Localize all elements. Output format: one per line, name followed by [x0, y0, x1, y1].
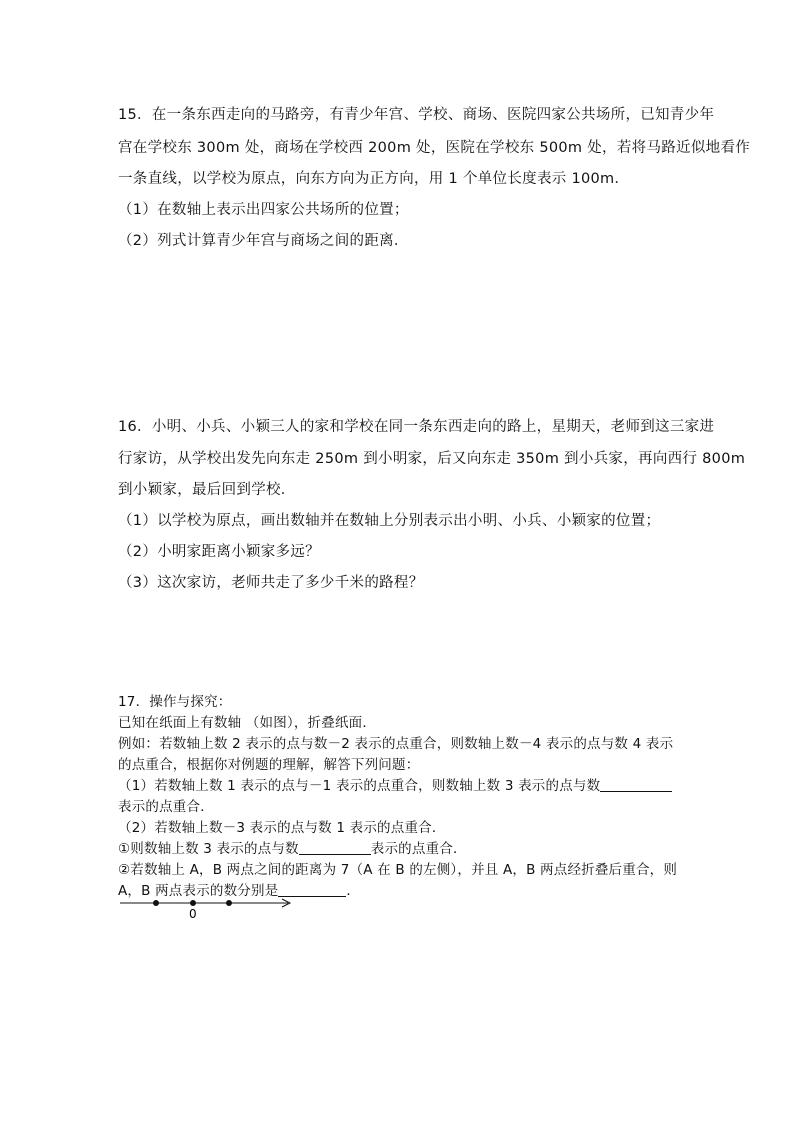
q16-sub-3: （3）这次家访，老师共走了多少千米的路程？ [118, 575, 424, 591]
q17-part-1-text: （1）若数轴上数 1 表示的点与－1 表示的点重合，则数轴上数 3 表示的点与数 [118, 778, 601, 794]
q17-part-2-2: ②若数轴上 A，B 两点之间的距离为 7（A 在 B 的左侧），并且 A，B 两点经折叠后重合，则 [118, 862, 678, 878]
q15-line-3: 一条直线，以学校为原点，向东方向为正方向，用 1 个单位长度表示 100m． [118, 171, 630, 187]
q15-line-2: 宫在学校东 300m 处，商场在学校西 200m 处，医院在学校东 500m 处，若将马路近似地看作 [118, 140, 751, 156]
q16-line-3: 到小颖家，最后回到学校． [118, 482, 296, 498]
q17-part-2-1-text-end: 表示的点重合． [370, 841, 467, 857]
q16-line-1: 16．小明、小兵、小颖三人的家和学校在同一条东西走向的路上，星期天，老师到这三家进 [118, 419, 715, 435]
q17-part-1 [118, 774, 672, 794]
number-line-zero-label: 0 [189, 907, 197, 921]
number-line-point [153, 900, 159, 906]
q16-sub-2: （2）小明家距离小颖家多远？ [118, 544, 320, 560]
q17-part-2-1 [118, 837, 467, 857]
q17-title: 17．操作与探究： [118, 694, 232, 710]
q16-sub-1: （1）以学校为原点，画出数轴并在数轴上分别表示出小明、小兵、小颖家的位置； [118, 513, 661, 529]
answer-blank[interactable] [600, 779, 672, 792]
q17-example-line-1: 例如：若数轴上数 2 表示的点与数－2 表示的点重合，则数轴上数－4 表示的点与数 4 表示 [118, 736, 674, 752]
q17-intro: 已知在纸面上有数轴 （如图），折叠纸面． [118, 715, 377, 731]
number-line-point [190, 900, 196, 906]
q17-example-line-2: 的点重合，根据你对例题的理解，解答下列问题： [118, 757, 420, 773]
q17-part-2-1-text: ①则数轴上数 3 表示的点与数 [118, 841, 299, 857]
number-line [118, 895, 298, 925]
q17-part-2: （2）若数轴上数－3 表示的点与数 1 表示的点重合． [118, 820, 446, 836]
q15-sub-2: （2）列式计算青少年宫与商场之间的距离． [118, 233, 409, 249]
number-line-point [226, 900, 232, 906]
q17-part-2-2-text: A，B 两点表示的数分别是 [118, 883, 279, 899]
answer-blank[interactable] [299, 842, 371, 855]
q16-line-2: 行家访，从学校出发先向东走 250m 到小明家，后又向东走 350m 到小兵家，再向西行 800m [118, 451, 746, 467]
q17-part-2-2-end: ． [346, 883, 361, 899]
q17-part-1-cont: 表示的点重合． [118, 799, 214, 815]
q15-sub-1: （1）在数轴上表示出四家公共场所的位置； [118, 202, 409, 218]
q15-line-1: 15．在一条东西走向的马路旁，有青少年宫、学校、商场、医院四家公共场所，已知青少年 [118, 107, 715, 123]
